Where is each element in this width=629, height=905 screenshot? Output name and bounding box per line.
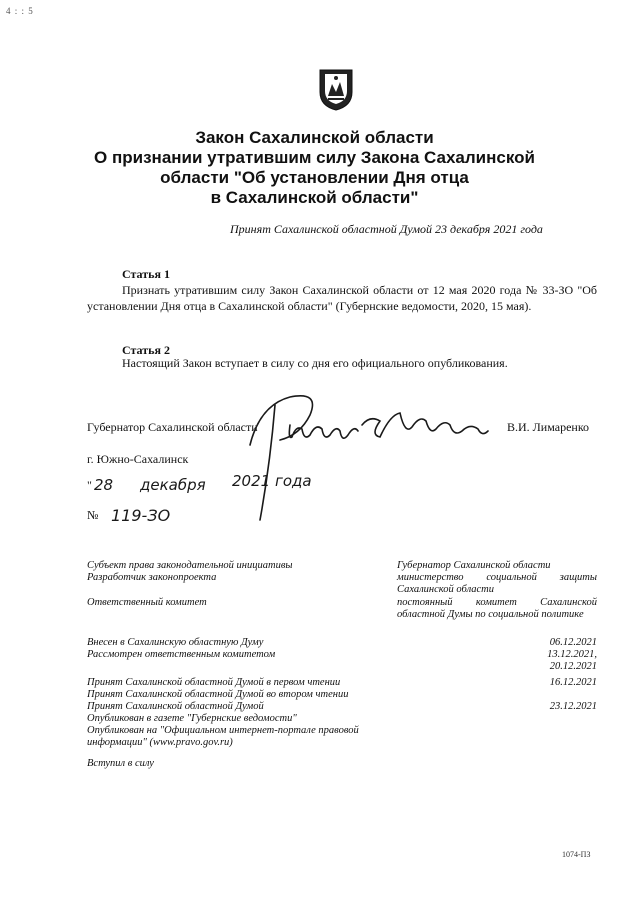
document-code: 1074-ПЗ — [562, 850, 591, 859]
final-adoption-date: 23.12.2021 — [549, 701, 597, 712]
corner-mark: 4 : : 5 — [6, 6, 34, 16]
date-day: 28 — [94, 476, 114, 494]
in-force-label: Вступил в силу — [87, 758, 154, 769]
city: г. Южно-Сахалинск — [87, 452, 189, 466]
reviewed-label: Рассмотрен ответственным комитетом — [87, 649, 276, 660]
date-quote: " — [87, 478, 92, 492]
reviewed-date-2: 20.12.2021 — [549, 661, 597, 672]
article-1-text: Признать утратившим силу Закон Сахалинской области от 12 мая 2020 года № 33-ЗО "Об установлении Дня отца в Сахалинской области" (Губернские ведомости, 2020, 15 мая). — [87, 283, 597, 313]
submitted-date: 06.12.2021 — [549, 637, 597, 648]
reviewed-date-1: 13.12.2021, — [547, 649, 597, 660]
law-number: 119-ЗО — [111, 506, 171, 525]
date-line — [87, 478, 92, 493]
governor-name: В.И. Лимаренко — [507, 420, 590, 434]
published-gazette-label: Опубликован в газете "Губернские ведомости" — [87, 713, 297, 724]
article-1-heading: Статья 1 — [122, 267, 170, 281]
committee-value: постоянный комитет Сахалинской областной Думы по социальной политике — [397, 597, 597, 620]
coat-of-arms-icon — [316, 66, 356, 112]
final-adoption-label: Принят Сахалинской областной Думой — [87, 701, 264, 712]
subject-value: Губернатор Сахалинской области — [397, 560, 551, 571]
handwritten-signature — [230, 385, 500, 525]
developer-value: министерство социальной защиты Сахалинской области — [397, 572, 597, 595]
published-portal-label: Опубликован на "Официальном интернет-портале правовой информации" (www.pravo.gov.ru) — [87, 725, 359, 748]
law-number-prefix: № — [87, 508, 99, 522]
title-line-3: области "Об установлении Дня отца — [160, 168, 469, 187]
first-reading-label: Принят Сахалинской областной Думой в первом чтении — [87, 677, 341, 688]
article-2-text: Настоящий Закон вступает в силу со дня его официального опубликования. — [122, 356, 508, 370]
article-2-heading: Статья 2 — [122, 343, 170, 357]
title-line-4: в Сахалинской области" — [210, 188, 419, 207]
submitted-label: Внесен в Сахалинскую областную Думу — [87, 637, 264, 648]
developer-label: Разработчик законопроекта — [87, 572, 217, 583]
date-month: декабря — [140, 476, 206, 494]
date-year: 2021 года — [232, 472, 312, 490]
committee-label: Ответственный комитет — [87, 597, 207, 608]
title-line-1: Закон Сахалинской области — [195, 128, 434, 147]
title-line-2: О признании утратившим силу Закона Сахалинской — [94, 148, 535, 167]
first-reading-date: 16.12.2021 — [549, 677, 597, 688]
second-reading-label: Принят Сахалинской областной Думой во втором чтении — [87, 689, 349, 700]
adoption-note: Принят Сахалинской областной Думой 23 декабря 2021 года — [230, 222, 543, 236]
governor-title: Губернатор Сахалинской области — [87, 420, 258, 434]
subject-label: Субъект права законодательной инициативы — [87, 560, 293, 571]
